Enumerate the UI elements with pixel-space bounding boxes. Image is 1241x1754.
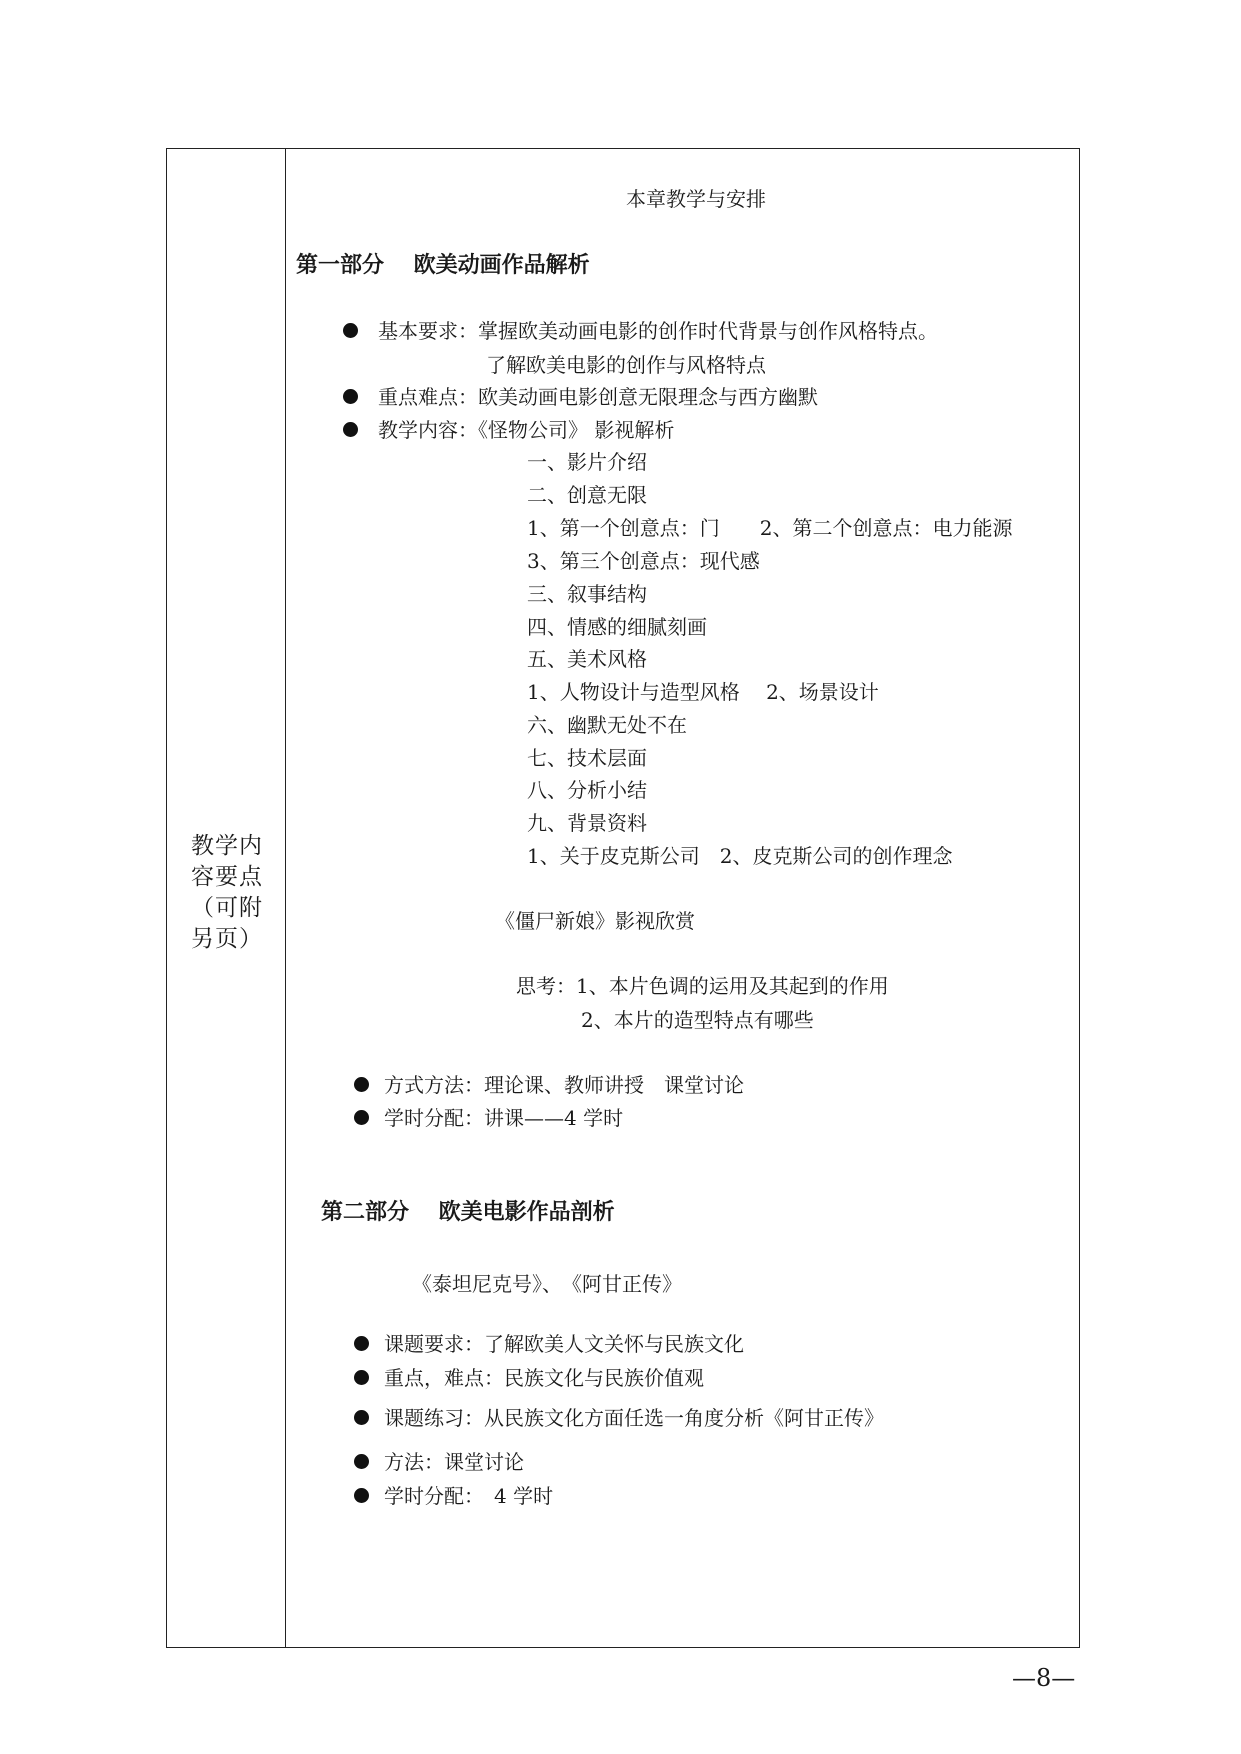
part1-heading: 第一部分 欧美动画作品解析 [296,253,590,278]
outline-item: 四、情感的细腻刻画 [527,615,707,639]
bullet-icon [354,1454,369,1469]
outline-item: 六、幽默无处不在 [527,713,687,737]
part1-hours: 学时分配：讲课——4 学时 [384,1106,624,1130]
bullet-icon [354,1410,369,1425]
table-title: 本章教学与安排 [626,187,766,211]
part1-basic-requirement: 基本要求：掌握欧美动画电影的创作时代背景与创作风格特点。 [378,319,938,343]
outline-item: 3、第三个创意点：现代感 [527,549,760,573]
outline-item: 五、美术风格 [527,647,647,671]
bullet-icon [354,1488,369,1503]
page-number: —8— [1012,1664,1076,1692]
film-appreciation: 《僵尸新娘》影视欣赏 [495,909,695,933]
part2-heading: 第二部分 欧美电影作品剖析 [321,1200,615,1225]
think-question-2: 2、本片的造型特点有哪些 [581,1008,814,1032]
think-question-1: 思考：1、本片色调的运用及其起到的作用 [516,974,889,998]
part2-hours: 学时分配： 4 学时 [384,1484,554,1508]
bullet-icon [343,389,358,404]
bullet-icon [354,1336,369,1351]
part1-key-points: 重点难点：欧美动画电影创意无限理念与西方幽默 [378,385,818,409]
outline-item: 七、技术层面 [527,746,647,770]
column-divider [285,149,286,1647]
part1-teaching-content: 教学内容：《怪物公司》 影视解析 [378,418,675,442]
part2-key-points: 重点，难点：民族文化与民族价值观 [384,1366,704,1390]
part2-method: 方法：课堂讨论 [384,1450,524,1474]
outline-item: 1、人物设计与造型风格 2、场景设计 [527,680,879,704]
outline-item: 九、背景资料 [527,811,647,835]
outline-item: 三、叙事结构 [527,582,647,606]
bullet-icon [354,1110,369,1125]
outline-item: 二、创意无限 [527,483,647,507]
bullet-icon [354,1370,369,1385]
bullet-icon [343,323,358,338]
outline-item: 八、分析小结 [527,778,647,802]
outline-item: 一、影片介绍 [527,450,647,474]
outline-item: 1、第一个创意点：门 2、第二个创意点：电力能源 [527,516,1013,540]
bullet-icon [354,1077,369,1092]
part1-basic-requirement-cont: 了解欧美电影的创作与风格特点 [486,353,766,377]
outline-item: 1、关于皮克斯公司 2、皮克斯公司的创作理念 [527,844,953,868]
left-column-label: 教学内容要点（可附另页） [191,833,263,952]
part2-topic-requirement: 课题要求：了解欧美人文关怀与民族文化 [384,1332,744,1356]
part2-exercise: 课题练习：从民族文化方面任选一角度分析《阿甘正传》 [384,1406,884,1430]
part1-method: 方式方法：理论课、教师讲授 课堂讨论 [384,1073,744,1097]
part2-films: 《泰坦尼克号》、 《阿甘正传》 [412,1272,682,1296]
bullet-icon [343,422,358,437]
